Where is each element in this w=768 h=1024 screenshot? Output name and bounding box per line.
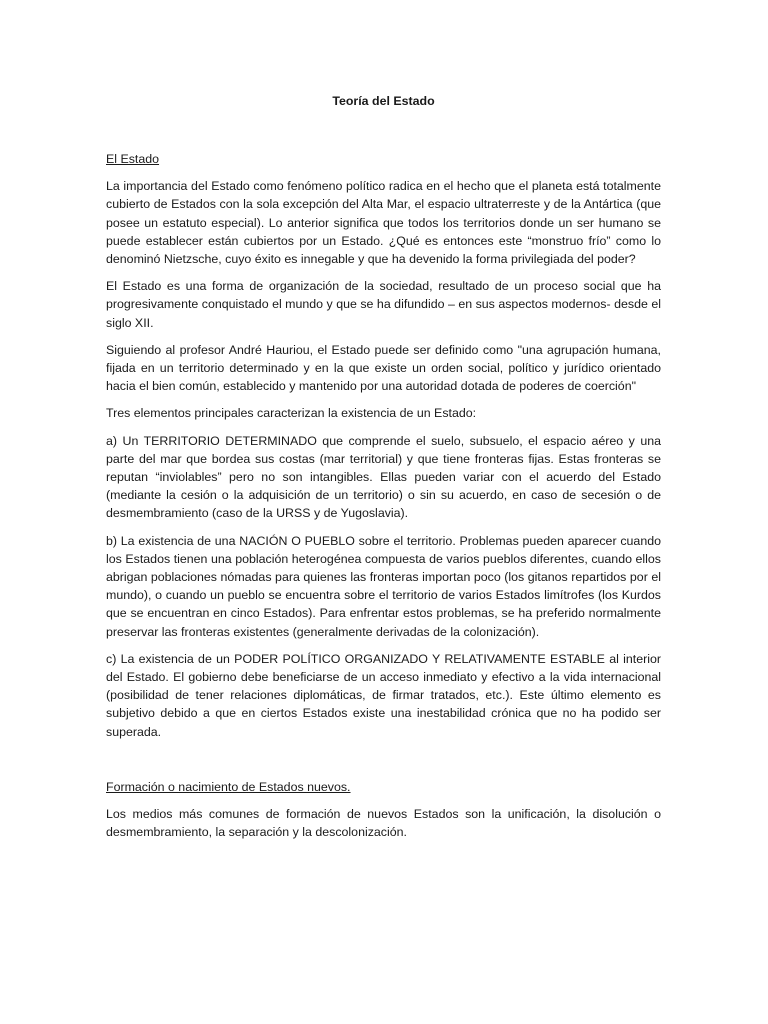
section-heading-formacion: Formación o nacimiento de Estados nuevos. bbox=[106, 779, 351, 794]
paragraph: Tres elementos principales caracterizan la existencia de un Estado: bbox=[106, 406, 477, 421]
section-heading-el-estado: El Estado bbox=[106, 152, 160, 166]
paragraph: La importancia del Estado como fenómeno político radica en el hecho que el planeta está totalmente cubierto de Estados con la sola excepción del Alta Mar, el espacio ultraterreste y de la Antártica (que posee un estatuto especial). Lo anterior significa que todos los territorios donde un ser humano se puede establecer están cubiertos por un Estado. ¿Qué es entonces este “monstruo frío” como lo denominó Nietzsche, cuyo éxito es innegable y que ha devenido la forma privilegiada del poder? bbox=[106, 179, 661, 267]
document-title: Teoría del Estado bbox=[332, 94, 435, 108]
paragraph-poder-politico: c) La existencia de un PODER POLÍTICO ORGANIZADO Y RELATIVAMENTE ESTABLE al interior del Estado. El gobierno debe beneficiarse de un acceso inmediato y efectivo a la vida internacional (posibilidad de tener relaciones diplomáticas, de firmar tratados, etc.). Este último elemento es subjetivo debido a que en ciertos Estados existe una inestabilidad crónica que no ha podido ser superada. bbox=[106, 651, 661, 739]
paragraph-territorio: a) Un TERRITORIO DETERMINADO que comprende el suelo, subsuelo, el espacio aéreo y una parte del mar que bordea sus costas (mar territorial) y que tiene fronteras fijas. Estas fronteras se reputan “inviolables” pero no son intangibles. Ellas pueden variar con el acuerdo del Estado (mediante la cesión o la adquisición de un territorio) o sin su acuerdo, en caso de secesión o de desmembramiento (caso de la URSS y de Yugoslavia). bbox=[106, 433, 661, 521]
paragraph: Siguiendo al profesor André Hauriou, el Estado puede ser definido como "una agrupación humana, fijada en un territorio determinado y en la que existe un orden social, político y jurídico orientado hacia el bien común, establecido y mantenido por una autoridad dotada de poderes de coerción" bbox=[106, 342, 661, 394]
paragraph-nacion: b) La existencia de una NACIÓN O PUEBLO sobre el territorio. Problemas pueden aparecer cuando los Estados tienen una población heterogénea compuesta de varios pueblos diferentes, cuando ellos abrigan poblaciones nómadas para quienes las fronteras importan poco (los gitanos repartidos por el mundo), o cuando un pueblo se encuentra sobre el territorio de varios Estados limítrofes (los Kurdos que se encuentran en cinco Estados). Para enfrentar estos problemas, se ha preferido normalmente preservar las fronteras existentes (generalmente derivadas de la colonización). bbox=[106, 533, 661, 639]
paragraph: El Estado es una forma de organización de la sociedad, resultado de un proceso social que ha progresivamente conquistado el mundo y que se ha difundido – en sus aspectos modernos- desde el siglo XII. bbox=[106, 279, 661, 330]
paragraph: Los medios más comunes de formación de nuevos Estados son la unificación, la disolución o desmembramiento, la separación y la descolonización. bbox=[106, 807, 661, 840]
document-body bbox=[106, 92, 661, 842]
